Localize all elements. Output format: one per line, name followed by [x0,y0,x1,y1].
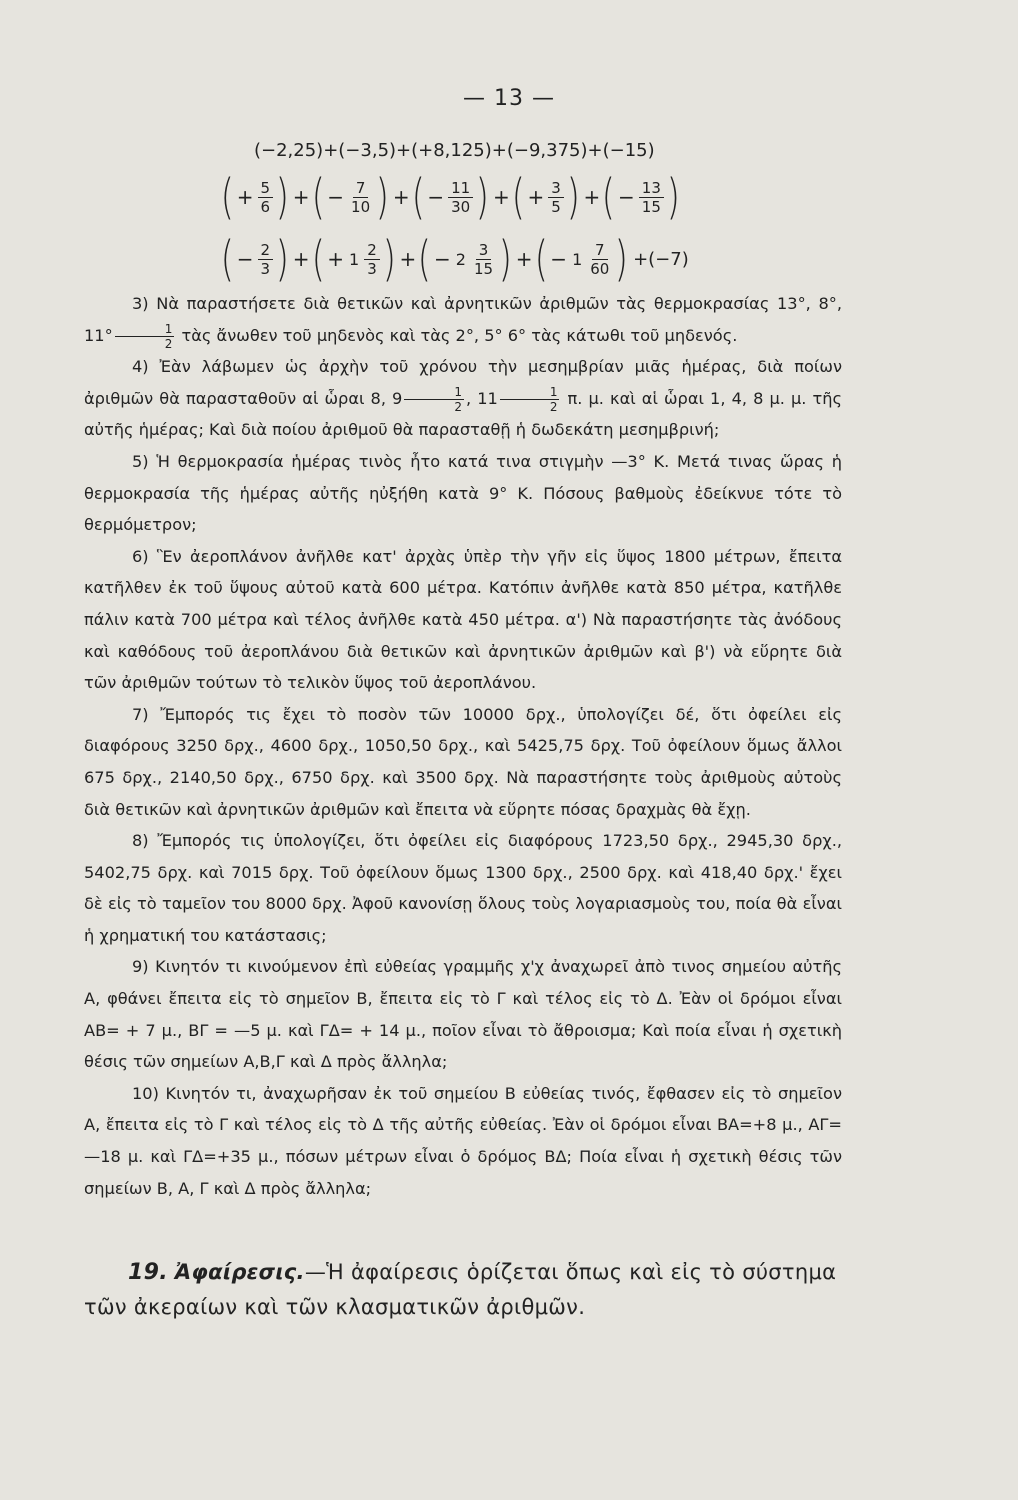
term: ( − $\frac{13}{15}$ ) [602,169,680,225]
exercise-10: 10) Κινητόν τι, ἀναχωρῆσαν ἐκ τοῦ σημείου Β εὐθείας τινός, ἔφθασεν εἰς τὸ σημεῖον Α, ἔπειτα εἰς τὸ Γ καὶ τέλος εἰς τὸ Δ τῆς αὐτῆς εὐθείας. Ἐὰν οἱ δρόμοι εἶναι ΒΑ=+8 μ., ΑΓ= —18 μ. καὶ ΓΔ=+35 μ., πόσων μέτρων εἶναι ὁ δρόμος ΒΔ; Ποία εἶναι ἡ σχετικὴ θέσις τῶν σημείων Β, Α, Γ καὶ Δ πρὸς ἄλληλα; [84,1083,842,1198]
term: ( − $\frac{2}{3}$ ) [220,231,289,287]
exercise-4: 4) Ἐὰν λάβωμεν ὡς ἀρχὴν τοῦ χρόνου τὴν μεσημβρίαν μιᾶς ἡμέρας, διὰ ποίων ἀριθμῶν θὰ παρασταθοῦν αἱ ὧραι 8, 9 $\frac{1}{2}$ , 11 $\frac{1}{2}$ π. μ. καὶ αἱ ὧραι 1, 4, 8 μ. μ. τῆς αὐτῆς ἡμέρας; Καὶ διὰ ποίου ἀριθμοῦ θὰ παρασταθῇ ἡ δωδεκάτη μεσημβρινή; [84,357,843,440]
term: ( − $\frac{11}{30}$ ) [411,169,490,225]
page-number: — 13 — [463,86,555,111]
section-number: 19. [128,1260,168,1285]
exercise-9: 9) Κινητόν τι κινούμενον ἐπὶ εὐθείας γραμμῆς χ'χ ἀναχωρεῖ ἀπὸ τινος σημείου αὐτῆς Α, φθάνει ἔπειτα εἰς τὸ σημεῖον Β, ἔπειτα εἰς τὸ Γ καὶ τέλος εἰς τὸ Δ. Ἐὰν οἱ δρόμοι εἶναι ΑΒ= + 7 μ., ΒΓ = —5 μ. καὶ ΓΔ= + 14 μ., ποῖον εἶναι τὸ ἄθροισμα; Καὶ ποία εἶναι ἡ σχετικὴ θέσις τῶν σημείων Α,Β,Γ καὶ Δ πρὸς ἄλληλα; [84,957,842,1072]
inline-fraction: $\frac{1}{2}$ [404,385,464,414]
exercise-3: 3) Νὰ παραστήσετε διὰ θετικῶν καὶ ἀρνητικῶν ἀριθμῶν τὰς θερμοκρασίας 13°, 8°, 11° $\frac{1}{2}$ τὰς ἄνωθεν τοῦ μηδενὸς καὶ τὰς 2°, 5° 6° τὰς κάτωθι τοῦ μηδενός. [84,294,842,351]
section-text: —Ἡ ἀφαίρεσις ὁρίζεται ὅπως καὶ εἰς τὸ σύστημα τῶν ἀκεραίων καὶ τῶν κλασματικῶν ἀριθμῶν. [84,1260,837,1319]
inline-fraction: $\frac{1}{2}$ [115,322,175,351]
section-heading [84,1255,844,1324]
fraction-sum-row-2: ( − $\frac{2}{3}$ ) + ( + 1 $\frac{2}{3}$ ) + ( − 2 $\frac{3}{15}$ ) + ( − 1 $\frac{7}{60}$ ) +(−7) [220,231,689,287]
term: ( + $\frac{3}{5}$ ) [511,169,580,225]
exercise-5: 5) Ἡ θερμοκρασία ἡμέρας τινὸς ἦτο κατά τινα στιγμὴν —3° Κ. Μετά τινας ὥρας ἡ θερμοκρασία τῆς ἡμέρας αὐτῆς ηὐξήθη κατὰ 9° Κ. Πόσους βαθμοὺς ἐδείκνυε τότε τὸ θερμόμετρον; [84,451,842,535]
term: ( − 1 $\frac{7}{60}$ ) [534,231,629,287]
inline-fraction: $\frac{1}{2}$ [500,385,560,414]
term: ( + $\frac{5}{6}$ ) [220,169,289,225]
term: ( + 1 $\frac{2}{3}$ ) [311,231,396,287]
term-tail: +(−7) [633,248,689,270]
section-title: Ἀφαίρεσις. [174,1260,305,1284]
term: ( − 2 $\frac{3}{15}$ ) [418,231,512,287]
term: ( − $\frac{7}{10}$ ) [311,169,390,225]
fraction-sum-row-1: ( + $\frac{5}{6}$ ) + ( − $\frac{7}{10}$ ) + ( − $\frac{11}{30}$ ) + ( + $\frac{3}{5}$ ) + ( − $\frac{13}{15}$ ) [220,169,680,225]
exercise-6: 6) Ἓν ἀεροπλάνον ἀνῆλθε κατ' ἀρχὰς ὑπὲρ τὴν γῆν εἰς ὕψος 1800 μέτρων, ἔπειτα κατῆλθεν ἐκ τοῦ ὕψους αὐτοῦ κατὰ 600 μέτρα. Κατόπιν ἀνῆλθε κατὰ 850 μέτρα, κατῆλθε πάλιν κατὰ 700 μέτρα καὶ τέλος ἀνῆλθε κατὰ 450 μέτρα. α') Νὰ παραστήσητε τὰς ἀνόδους καὶ καθόδους τοῦ ἀεροπλάνου διὰ θετικῶν καὶ ἀρνητικῶν ἀριθμῶν καὶ β') νὰ εὕρητε διὰ τῶν ἀριθμῶν τούτων τὸ τελικὸν ὕψος τοῦ ἀεροπλάνου. [84,546,842,693]
exercise-list [84,288,842,1204]
exercise-8: 8) Ἔμπορός τις ὑπολογίζει, ὅτι ὀφείλει εἰς διαφόρους 1723,50 δρχ., 2945,30 δρχ., 5402,75 δρχ. καὶ 7015 δρχ. Τοῦ ὀφείλουν ὅμως 1300 δρχ., 2500 δρχ. καὶ 418,40 δρχ.' ἔχει δὲ εἰς τὸ ταμεῖον του 8000 δρχ. Ἀφοῦ κανονίσῃ ὅλους τοὺς λογαριασμοὺς του, ποία θὰ εἶναι ἡ χρηματική του κατάστασις; [84,831,842,945]
exercise-7: 7) Ἔμπορός τις ἔχει τὸ ποσὸν τῶν 10000 δρχ., ὑπολογίζει δέ, ὅτι ὀφείλει εἰς διαφόρους 3250 δρχ., 4600 δρχ., 1050,50 δρχ., καὶ 5425,75 δρχ. Τοῦ ὀφείλουν ὅμως ἄλλοι 675 δρχ., 2140,50 δρχ., 6750 δρχ. καὶ 3500 δρχ. Νὰ παραστήσητε τοὺς ἀριθμοὺς αὐτοὺς διὰ θετικῶν καὶ ἀρνητικῶν ἀριθμῶν καὶ ἔπειτα νὰ εὕρητε πόσας δραχμὰς θὰ ἔχῃ. [84,704,842,819]
decimal-sum-expression: (−2,25)+(−3,5)+(+8,125)+(−9,375)+(−15) [254,140,655,161]
